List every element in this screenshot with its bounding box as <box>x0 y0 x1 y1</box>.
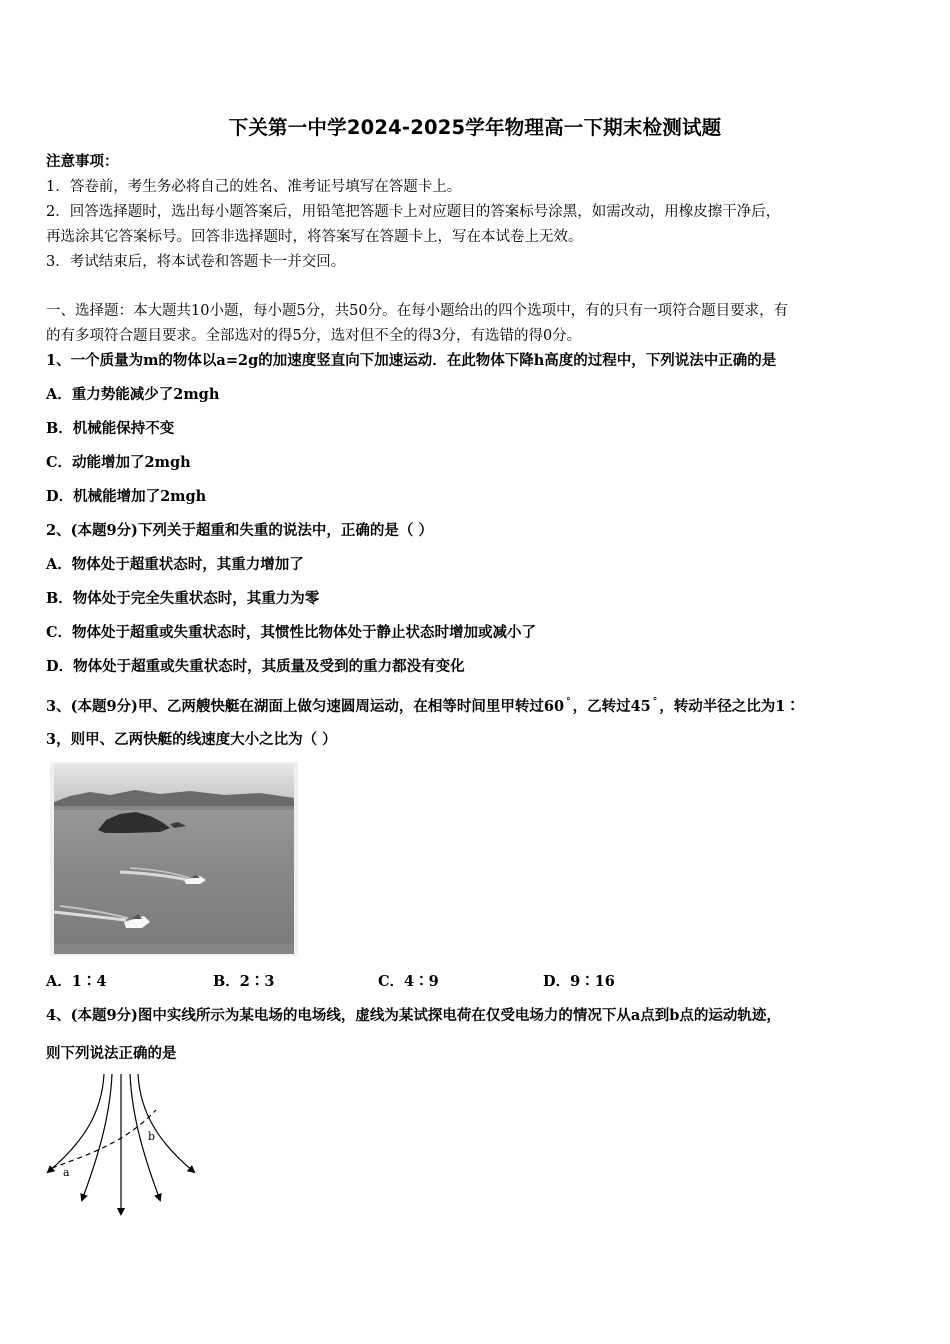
question-2-option-d: D．物体处于超重或失重状态时，其质量及受到的重力都没有变化 <box>46 658 465 675</box>
question-3-stem <box>46 692 800 717</box>
question-2-option-a: A．物体处于超重状态时，其重力增加了 <box>46 556 304 573</box>
field-line <box>138 1074 194 1172</box>
field-line <box>48 1074 104 1172</box>
question-2-option-b: B．物体处于完全失重状态时，其重力为零 <box>46 590 320 607</box>
page-title: 下关第一中学2024-2025学年物理高一下期末检测试题 <box>228 116 722 139</box>
field-line <box>82 1074 112 1200</box>
speedboats-photo <box>50 762 298 956</box>
question-2-stem: 2、(本题9分)下列关于超重和失重的说法中，正确的是（ ） <box>46 522 433 539</box>
notice-item-2-cont: 再选涂其它答案标号。回答非选择题时，将答案写在答题卡上，写在本试卷上无效。 <box>46 229 583 245</box>
question-3-stem-cont: 3，则甲、乙两快艇的线速度大小之比为（ ） <box>46 731 337 748</box>
section-instructions-cont: 的有多项符合题目要求。全部选对的得5分，选对但不全的得3分，有选错的得0分。 <box>46 328 582 344</box>
question-3-option-b: B．2∶3 <box>213 973 275 990</box>
question-1-stem: 1、一个质量为m的物体以a=2g的加速度竖直向下加速运动．在此物体下降h高度的过程中，下列说法中正确的是 <box>46 352 777 369</box>
point-b-label: b <box>148 1130 156 1143</box>
notice-heading: 注意事项： <box>46 153 119 170</box>
question-4-stem: 4、(本题9分)图中实线所示为某电场的电场线，虚线为某试探电荷在仅受电场力的情况下从a点到b点的运动轨迹， <box>46 1007 781 1024</box>
point-a-label: a <box>63 1166 70 1179</box>
question-2-option-c: C．物体处于超重或失重状态时，其惯性比物体处于静止状态时增加或减小了 <box>46 624 537 641</box>
question-4-stem-cont: 则下列说法正确的是 <box>46 1045 177 1062</box>
field-lines <box>48 1074 194 1214</box>
question-3-option-a: A．1∶4 <box>46 973 107 990</box>
degree-sign: ° <box>652 697 658 707</box>
question-3-option-c: C．4∶9 <box>378 973 439 990</box>
question-3-stem-part2: ，乙转过45 <box>572 698 651 715</box>
question-1-option-b: B．机械能保持不变 <box>46 420 175 437</box>
notice-item-1: 1．答卷前，考生务必将自己的姓名、准考证号填写在答题卡上。 <box>46 179 462 195</box>
question-3-stem-part3: ，转动半径之比为1∶ <box>659 698 800 715</box>
question-1-option-d: D．机械能增加了2mgh <box>46 488 207 505</box>
notice-item-2: 2．回答选择题时，选出每小题答案后，用铅笔把答题卡上对应题目的答案标号涂黑，如需改动，用橡皮擦干净后， <box>46 204 781 220</box>
section-instructions: 一、选择题：本大题共10小题，每小题5分，共50分。在每小题给出的四个选项中，有的只有一项符合题目要求，有 <box>46 303 789 319</box>
question-1-option-a: A．重力势能减少了2mgh <box>46 386 220 403</box>
degree-sign: ° <box>566 697 571 707</box>
question-3-stem-part1: 3、(本题9分)甲、乙两艘快艇在湖面上做匀速圆周运动，在相等时间里甲转过60 <box>46 698 565 715</box>
notice-item-3: 3．考试结束后，将本试卷和答题卡一并交回。 <box>46 254 346 270</box>
question-1-option-c: C．动能增加了2mgh <box>46 454 191 471</box>
electric-field-diagram <box>44 1072 204 1220</box>
question-3-option-d: D．9∶16 <box>543 973 615 990</box>
field-line <box>130 1074 160 1200</box>
